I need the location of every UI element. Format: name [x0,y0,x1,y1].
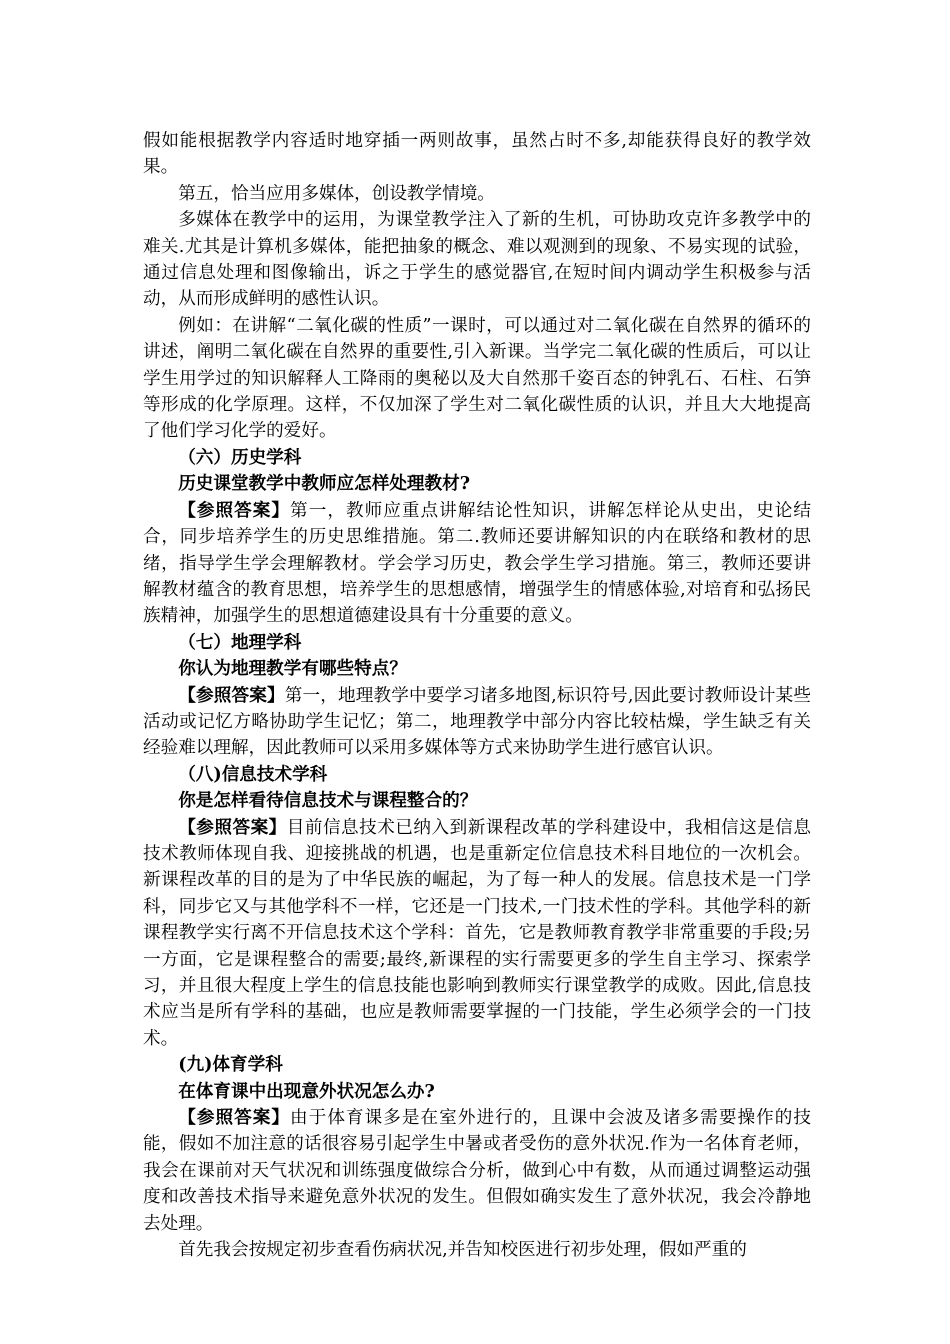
document-page [143,128,811,1263]
answer-text: 第一，地理教学中要学习诸多地图,标识符号,因此要讨教师设计某些活动或记忆方略协助学生记忆；第二，地理教学中部分内容比较枯燥，学生缺乏有关经验难以理解，因此教师可以采用多媒体等方式来协助学生进行感官认识。 [143,685,811,759]
answer-tag: 【参照答案】 [178,684,285,706]
section-heading-it: （八)信息技术学科 [178,763,328,785]
question-pe: 在体育课中出现意外状况怎么办? [178,1080,435,1102]
section-heading-pe: (九)体育学科 [178,1054,283,1076]
answer-tag: 【参照答案】 [178,1107,291,1129]
body-paragraph: 多媒体在教学中的运用，为课堂教学注入了新的生机，可协助攻克许多教学中的难关.尤其是计算机多媒体，能把抽象的概念、难以观测到的现象、不易实现的试验，通过信息处理和图像输出，诉之于学生的感觉器官,在短时间内调动学生积极参与活动，从而形成鲜明的感性认识。 [143,210,811,310]
body-paragraph: 第五，恰当应用多媒体，创设教学情境。 [178,183,495,204]
question-geography: 你认为地理教学有哪些特点？ [178,658,407,680]
answer-history [143,498,811,630]
answer-text: 目前信息技术已纳入到新课程改革的学科建设中，我相信这是信息技术教师体现自我、迎接挑战的机遇，也是重新定位信息技术科目地位的一次机会。新课程改革的目的是为了中华民族的崛起，为了每一种人的发展。信息技术是一门学科，同步它又与其他学科不一样，它还是一门技术,一门技术性的学科。其他学科的新课程教学实行离不开信息技术这个学科：首先，它是教师教育教学非常重要的手段;另一方面，它是课程整合的需要;最终,新课程的实行需要更多的学生自主学习、探索学习，并且很大程度上学生的信息技能也影响到教师实行课堂教学的成败。因此,信息技术应当是所有学科的基础，也应是教师需要掌握的一门技能，学生必须学会的一门技术。 [143,817,811,1049]
answer-pe [143,1105,811,1237]
question-it: 你是怎样看待信息技术与课程整合的？ [178,790,478,812]
question-history: 历史课堂教学中教师应怎样处理教材? [178,473,470,495]
section-heading-geography: （七）地理学科 [178,631,302,653]
body-paragraph: 假如能根据教学内容适时地穿插一两则故事，虽然占时不多,却能获得良好的教学效果。 [143,131,811,178]
answer-tag: 【参照答案】 [178,816,287,838]
body-paragraph: 首先我会按规定初步查看伤病状况,并告知校医进行初步处理，假如严重的 [178,1240,747,1261]
section-heading-history: （六）历史学科 [178,446,302,468]
answer-text: 由于体育课多是在室外进行的，且课中会波及诸多需要操作的技能，假如不加注意的话很容易引起学生中暑或者受伤的意外状况.作为一名体育老师，我会在课前对天气状况和训练强度做综合分析，做到心中有数，从而通过调整运动强度和改善技术指导来避免意外状况的发生。但假如确实发生了意外状况，我会冷静地去处理。 [143,1108,811,1234]
body-paragraph: 例如：在讲解“二氧化碳的性质”一课时，可以通过对二氧化碳在自然界的循环的讲述，阐明二氧化碳在自然界的重要性,引入新课。当学完二氧化碳的性质后，可以让学生用学过的知识解释人工降雨的奥秘以及大自然那千姿百态的钟乳石、石柱、石笋等形成的化学原理。这样，不仅加深了学生对二氧化碳性质的认识，并且大大地提高了他们学习化学的爱好。 [143,315,811,442]
answer-text: 第一，教师应重点讲解结论性知识，讲解怎样论从史出，史论结合，同步培养学生的历史思维措施。第二.教师还要讲解知识的内在联络和教材的思绪，指导学生学会理解教材。学会学习历史，教会学生学习措施。第三，教师还要讲解教材蕴含的教育思想，培养学生的思想感情，增强学生的情感体验,对培育和弘扬民族精神，加强学生的思想道德建设具有十分重要的意义。 [143,500,811,627]
answer-tag: 【参照答案】 [178,499,291,521]
answer-it [143,815,811,1053]
answer-geography [143,683,811,762]
